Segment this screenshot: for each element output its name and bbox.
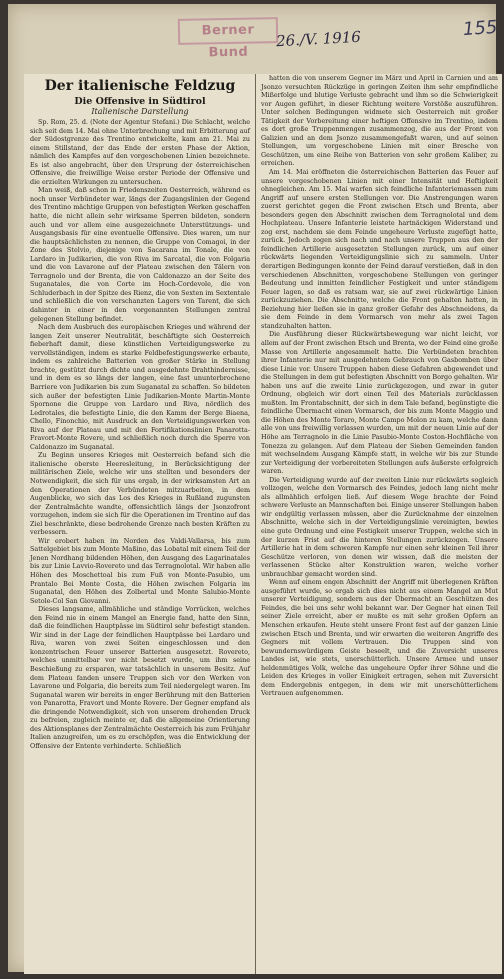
newspaper-clipping — [24, 74, 502, 974]
paragraph: Sp. Rom, 25. d. (Note der Agentur Stefani.) Die Schlacht, welche sich seit dem 14. Mai ohne Unterbrechung und mit Erbitterung auf der Südostgrenze des Trentino entwickelte, kam am 21. Mai zu einem Stillstand, der das Ende der ersten Phase der Aktion, nämlich des Kampfes auf den vorgeschobenen Linien bezeichnete. Es ist also angebracht, über den Ursprung der österreichischen Offensive, die freiwillige Weise erster Periode der Offensive und die erzielten Wirkungen zu untersuchen. — [30, 118, 250, 186]
paragraph: Die Ausführung dieser Rückwärtsbewegung war nicht leicht, vor allem auf der Front zwischen Etsch und Brenta, wo der Feind eine große Masse von Artillerie angesammelt hatte. Die Verbündeten brachten ihrer Infanterie nur mit ausgedehntem Gebrauch von Gasbomben über diese Linie vor. Unsere Truppen haben diese Gefahren abgewendet und die Stellungen in dem gut befestigten Abschnitt von Borgo gehalten. Wir haben uns auf die zweite Linie zurückgezogen, und zwar in guter Ordnung, obgleich wir dort einen Teil des Materials zurücklassen mußten. Im Frontabschnitt, der sich in dem Tale befand, begünstigte die feindliche Übermacht einen Vormarsch, der bis zum Monte Maggio und die Höhen des Monte Toraro, Monte Campo Molon zu kam, welche dann alle von uns freiwillig verlassen wurden, um mit der neuen Linie auf der Höhe am Terragnolo in die Linie Pasubio-Monte Coston-Hochfläche von Tonezza zu gelangen. Auf dem Plateau der Sieben Gemeinden fanden mit wechselndem Ausgang Kämpfe statt, in welche wir bis zur Stunde zur Verteidigung der vorbereiteten Stellungen aufs äußerste erfolgreich waren. — [261, 330, 498, 476]
left-column — [24, 74, 254, 974]
paragraph: Zu Beginn unseres Krieges mit Oesterreich befand sich die italienische oberste Heeresleitung, in Berücksichtigung der militärischen Ziele, welche wir uns stellten und besonders der Notwendigkeit, die sich für uns ergab, in der wirksamsten Art an den Operationen der Verbündeten mitzuarbeiten, in dem Augenblicke, wo sich das Los des Krieges in Rußland zugunsten der Zentralmächte wandte, offensichtlich längs der Jsonzofront vorzugehen, indem sie sich für die Operationen im Trentino auf das Ziel beschränkte, diese bedrohende Grenze nach besten Kräften zu verbessern. — [30, 451, 250, 537]
archive-number: 155 — [462, 16, 499, 41]
paragraph: Wir erobert haben im Norden des Valdi-Vallarsa, bis zum Sattelgebiet bis zum Monte Maßino, das Lobatal mit einem Teil der Jenen Nordhang bildenden Höhen, den Ausgang des Lagarinatales bis zur Linie Lavvio-Rovereto und das Terragnolotal. Wir haben alle Höhen des Moschettoal bis zum Fuß von Monte-Pasubio, um Prantalo Bei Monte Costa, die Höhen zwischen Folgaria im Suganatal, den Höhen des Zolbertal und Monte Salubio-Monte Setole-Col San Giovanni. — [30, 536, 250, 605]
paragraph: hatten die von unserem Gegner im März und April in Carnien und am Jsonzo versuchten Rückzüge in geringen Zeiten ihm sehr empfindliche Mißerfolge und blutige Verluste gebracht und ihm so die Schwierigkeit vor Augen geführt, in dieser Richtung weitere Vorstöße auszuführen. Unter solchen Bedingungen widmete sich Oesterreich mit großer Tätigkeit der Vorbereitung einer heftigen Offensive im Trentino, indem es dort große Truppenmengen zusammenzog, die aus der Front von Galizien und an dem Jsonzo zusammengefaßt waren, und auf seinen Stellungen, um vorgeschobene Linien mit einer Bresche von Geschützen, um eine Reihe von Batterien von sehr großem Kaliber, zu erreichen. — [261, 74, 498, 168]
right-column — [257, 74, 502, 974]
paragraph: Die Verteidigung wurde auf der zweiten Linie nur rückwärts sogleich vollzogen, welche den Vormarsch des Feindes, jedoch lang nicht mehr als allmählich erfolgen ließ. Auf diesem Wege brachte der Feind schwere Verluste an Mannschaften bei. Einige unserer Stellungen haben wir endgültig verlassen müssen, aber die Zurücknahme der einzelnen Abschnitte, welche sich in der Verteidigungslinie vereinigten, bewies eine gute Ordnung und eine Festigkeit unserer Truppen, welche sich in der kurzen Frist auf die hinteren Stellungen zurückzogen. Unsere Artillerie hat in dem schweren Kampfe nur einen sehr kleinen Teil ihrer Geschütze verloren, von denen wir wissen, daß die meisten der verlassenen Stücke alter Konstruktion waren, welche vorher unbrauchbar gemacht worden sind. — [261, 475, 498, 578]
handwritten-date: 26./V. 1916 — [275, 27, 362, 51]
paragraph: Man weiß, daß schon in Friedenszeiten Oesterreich, während es noch unser Verbündeter war, längs der Zugangslinien der Gegend des Trentino mächtige Gruppen von befestigten Werken geschaffen hatte, die nicht allein sehr wirksame Sperren bildeten, sondern auch und vor allem eine ausgezeichnete Unterstützungs- und Ausgangsbasis für eine eventuelle Offensive. Dies waren, um nur die hauptsächlichsten zu nennen, die Gruppe von Comagoi, in der Zone des Stelvio, diejenige von Sacarana im Tonale, die von Lardaro in Judikarien, die von Riva im Sarcatal, die von Folgaria und die von Lavarone auf der Plateau zwischen den Tälern von Terragnolo und der Brenta, die von Caldonazzo an der Seite des Suganatales, die von Corte im Hoch-Cordevole, die von Schluderbach in der Spitze des Rienz, die von Sexten im Sextentale und schließlich die von verschanzten Lagers von Tarent, die sich dahinter in einer in den vorgenannten Stellungen zentral gelegenen Stellung befindet. — [30, 186, 250, 323]
column-divider — [255, 74, 256, 974]
left-column-body — [30, 118, 250, 750]
article-headline: Der italienische Feldzug — [44, 78, 236, 94]
paragraph: Wenn auf einem engen Abschnitt der Angriff mit überlegenen Kräften ausgeführt wurde, so ergab sich dies nicht aus einem Mangel an Mut unserer Verteidigung, sondern aus der Übermacht an Geschützen des Feindes, die bei uns sehr wohl bekannt war. Der Gegner hat einen Teil seiner Ziele erreicht, aber er mußte es mit sehr großen Opfern an Menschen erkaufen. Heute steht unsere Front fest auf der ganzen Linie zwischen Etsch und Brenta, und wir erwarten die weiteren Angriffe des Gegners mit vollem Vertrauen. Die Truppen sind von bewundernswürdigem Geiste beseelt, und die Zuversicht unseres Landes ist, wie stets, unerschütterlich. Unsere Armee und unser heldenmütiges Volk, welche das ungeheure Opfer ihrer Söhne und die Leiden des Krieges in voller Einigkeit ertragen, sehen mit Zuversicht dem Endergebnis entgegen, in dem wir mit unerschütterlichem Vertrauen aufgenommen. — [261, 578, 498, 698]
right-column-body — [261, 74, 498, 698]
archive-card — [8, 4, 499, 972]
paragraph: Dieses langsame, allmähliche und ständige Vorrücken, welches den Feind nie in einem Mangel an Energie fand, hatte den Sinn, daß die feindlichen Hauptpässe im Südtirol sehr befestigt standen. Wir sind in der Lage der feindlichen Hauptpässe bei Lardaro und Riva, waren von zwei Seiten eingeschlossen und den konzentrischen Feuer unserer Batterien ausgesetzt. Rovereto, welches unmittelbar vor nicht besetzt wurde, um ihm seine Beschießung zu ersparen, war tatsächlich in unserem Besitz. Auf dem Plateau fanden unsere Truppen sich vor den Werken von Lavarone und Folgaria, die bereits zum Teil niedergelegt waren. Im Suganatal waren wir bereits in enger Berührung mit den Batterien von Panarotta, Fravort und Monte Rovere. Der Gegner empfand als die dringende Notwendigkeit, sich von unserem drohenden Druck zu befreien, zugleich meinte er, daß die allgemeine Orientierung des Aktionsplanes der Zentralmächte Oesterreich bis zum Frühjahr Italien anzugreifen, um es zu erschöpfen, was die Entwicklung der Offensive der Entente verhinderte. Schließlich — [30, 605, 250, 750]
newspaper-stamp: Berner Bund — [178, 17, 278, 45]
article-subheadline: Die Offensive in Südtirol — [74, 96, 206, 107]
paragraph: Am 14. Mai eröffneten die österreichischen Batterien das Feuer auf unsere vorgeschobenen Linien mit einer Intensität und Heftigkeit ohnegleichen. Am 15. Mai warfen sich feindliche Infanteriemassen zum Angriff auf unsere ersten Stellungen vor. Die Anstrengungen waren zuerst gerichtet gegen die Front zwischen Etsch und Brenta, aber besonders gegen den Abschnitt zwischen dem Terragnolotal und dem Hochplateau. Unsere Infanterie leistete hartnäckigen Widerstand und zog erst, nachdem sie dem Feinde ungeheure Verluste zugefügt hatte, zurück. Jedoch zogen sich nach und nach unsere Truppen aus den der feindlichen Artillerie ausgesetzten Stellungen zurück, um auf einer rückwärts liegenden Verteidigungslinie sich zu sammeln. Unter derartigen Bedingungen konnte der Feind darauf verstießen, daß in den verschiedenen Abschnitten, vorgeschobene Stellungen von geringer Bedeutung und inmitten feindlicher Festigkeit und unter ständigem Feuer lagen, so daß es ratsam war, sie auf zwei rückwärtige Linien zurückzuziehen. Die Abschnitte, welche die Front gehalten hatten, in Beziehung hier ließen sie in ganz großer Gefahr des Abschneidens, da sie dem Feinde in dem Vormarsch von mehr als zwei Tagen standzuhalten hatten. — [261, 168, 498, 330]
article-byline: Italienische Darstellung — [91, 107, 189, 116]
paragraph: Nach dem Ausbruch des europäischen Krieges und während der langen Zeit unserer Neutralität, beschäftigte sich Oesterreich fieberhaft damit, diese künstlichen Verteidigungswerke zu vervollständigen, indem es starke Feldbefestigungswerke erbaute, indem es zahlreiche Batterien von großer Stärke in Stellung brachte, gestützt durch dichte und ausgedehnte Drahthindernisse, und in dem es so längs der langen, eine fast ununterbrochene Barriere von Judikarien bis zum Suganatal zu schaffen. So bildeten sich außer der befestigten Linie Judikarien-Monte Martin-Monte Spornone die Gruppe von Lardaro und Riva, nördlich des Ledrotales, die befestigte Linie, die den Kamm der Berge Biaena, Chello, Finonchio, mit Ausdruck an den Verteidigungswerken von Riva auf der Plateau und mit den Fortifikationslinien Panarotta-Fravort-Monte Rovere, und schließlich noch durch die Sperre von Caldonazzo im Suganatal. — [30, 323, 250, 451]
